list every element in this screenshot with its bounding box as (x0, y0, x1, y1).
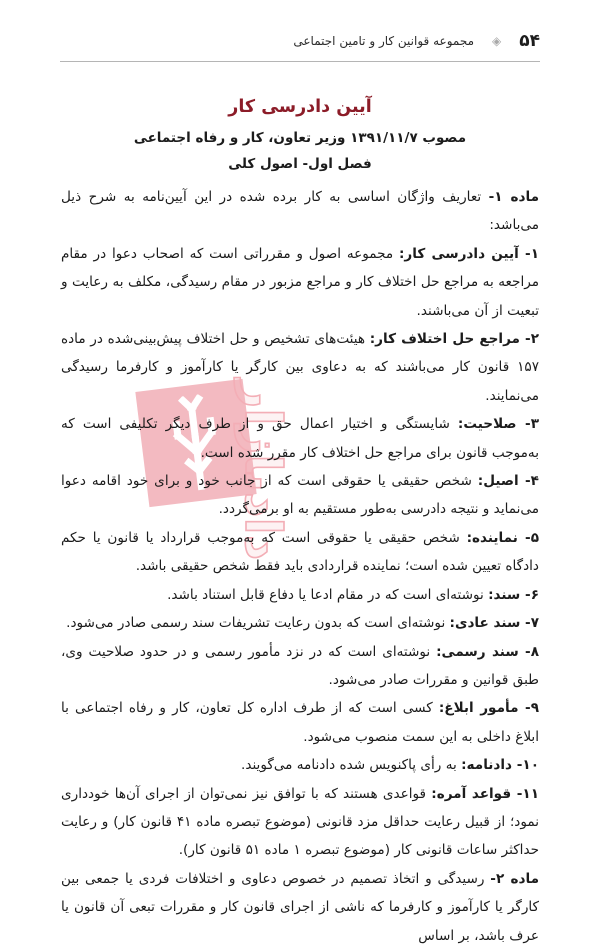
article-paragraph (61, 609, 539, 637)
chapter-heading: فصل اول- اصول کلی (228, 156, 372, 172)
article-paragraph (61, 183, 539, 240)
article-paragraph (61, 410, 539, 467)
article-paragraph (61, 524, 539, 581)
watermark-text: دادبازار (234, 379, 292, 561)
paragraph-text: به رأی پاکنویس شده دادنامه می‌گویند. (241, 757, 462, 774)
document-title: آیین دادرسی کار (228, 97, 372, 117)
article-paragraph (61, 638, 539, 695)
article-paragraph (61, 751, 539, 779)
paragraph-lead: ۷- سند عادی: (449, 615, 539, 632)
paragraph-text: قواعدی هستند که با توافق نیز نمی‌توان از اجرای آن‌ها خودداری نمود؛ از قبیل رعایت حداقل مزد قانونی (موضوع تبصره ماده ۴۱ قانون کار) و رعایت حداکثر ساعات قانونی کار (موضوع تبصره ۱ ماده ۵۱ قانون کار). (61, 785, 539, 859)
article-body (61, 183, 539, 950)
paragraph-lead: ۱- آیین دادرسی کار: (398, 245, 539, 262)
article-paragraph (61, 581, 539, 609)
article-paragraph (61, 325, 539, 410)
article-paragraph (61, 694, 539, 751)
paragraph-text: شخص حقیقی یا حقوقی است که از جانب خود و برای خود اقامه دعوا می‌نماید و نتیجه دادرسی به‌طور مستقیم به او برمی‌گردد. (61, 473, 539, 518)
paragraph-lead: ۸- سند رسمی: (436, 643, 540, 660)
paragraph-text: شایستگی و اختیار اعمال حق و از طرف دیگر تکلیفی است که به‌موجب قانون برای مراجع حل اختلاف کار مقرر شده است. (61, 416, 539, 461)
article-paragraph (61, 240, 539, 325)
paragraph-lead: ۹- مأمور ابلاغ: (438, 700, 540, 717)
approval-line: مصوب ۱۳۹۱/۱۱/۷ وزیر تعاون، کار و رفاه اجتماعی (133, 130, 467, 146)
paragraph-lead: ۴- اصیل: (477, 473, 539, 490)
paragraph-lead: ماده ۱- (488, 189, 539, 205)
paragraph-text: تعاریف واژگان اساسی به کار برده شده در این آیین‌نامه به شرح ذیل می‌باشد: (61, 189, 539, 234)
page-header (60, 31, 540, 51)
paragraph-lead: ۵- نماینده: (466, 529, 539, 546)
diamond-ornament-icon: ◈ (492, 34, 502, 48)
paragraph-text: شخص حقیقی یا حقوقی است که به‌موجب قرارداد یا قانون یا حکم دادگاه تعیین شده است؛ نماینده قراردادی باید فقط شخص حقیقی باشد. (61, 529, 539, 575)
header-divider (60, 61, 540, 62)
paragraph-lead: ماده ۲- (490, 870, 539, 887)
paragraph-lead: ۱۱- قواعد آمره: (431, 785, 539, 802)
paragraph-text: نوشته‌ای است که در مقام ادعا یا دفاع قابل استناد باشد. (167, 586, 489, 603)
paragraph-lead: ۳- صلاحیت: (457, 416, 539, 433)
paragraph-text: کسی است که از طرف اداره کل تعاون، کار و رفاه اجتماعی با ابلاغ داخلی به این سمت منصوب می‌شود. (61, 700, 539, 745)
article-paragraph (61, 780, 539, 865)
paragraph-lead: ۶- سند: (488, 586, 539, 603)
article-paragraph (61, 467, 539, 524)
running-head-book-title: مجموعه قوانین کار و تامین اجتماعی (293, 34, 474, 48)
paragraph-lead: ۱۰- دادنامه: (461, 757, 539, 774)
paragraph-text: رسیدگی و اتخاذ تصمیم در خصوص دعاوی و اختلافات فردی یا جمعی بین کارگر یا کارآموز و کارفرما که ناشی از اجرای قانون کار و مقررات تبعی آن قانون یا عرف باشد، بر اساس (61, 870, 539, 944)
paragraph-text: هیئت‌های تشخیص و حل اختلاف پیش‌بینی‌شده در ماده ۱۵۷ قانون کار می‌باشند که به دعاوی بین کارگر یا کارآموز و کارفرما رسیدگی می‌نمایند. (61, 331, 539, 404)
paragraph-text: نوشته‌ای است که بدون رعایت تشریفات سند رسمی صادر می‌شود. (66, 615, 450, 632)
article-paragraph (61, 865, 539, 950)
paragraph-text: مجموعه اصول و مقرراتی است که اصحاب دعوا در مقام مراجعه به مراجع حل اختلاف کار و مراجع مزبور در مقام رسیدگی، مکلف به رعایت و تبعیت از آن می‌باشند. (61, 245, 539, 319)
paragraph-lead: ۲- مراجع حل اختلاف کار: (369, 331, 540, 348)
page-number: ۵۴ (519, 31, 540, 51)
title-block (0, 97, 600, 172)
paragraph-text: نوشته‌ای است که در نزد مأمور رسمی و در حدود صلاحیت وی، طبق قوانین و مقررات صادر می‌شود. (61, 643, 539, 688)
